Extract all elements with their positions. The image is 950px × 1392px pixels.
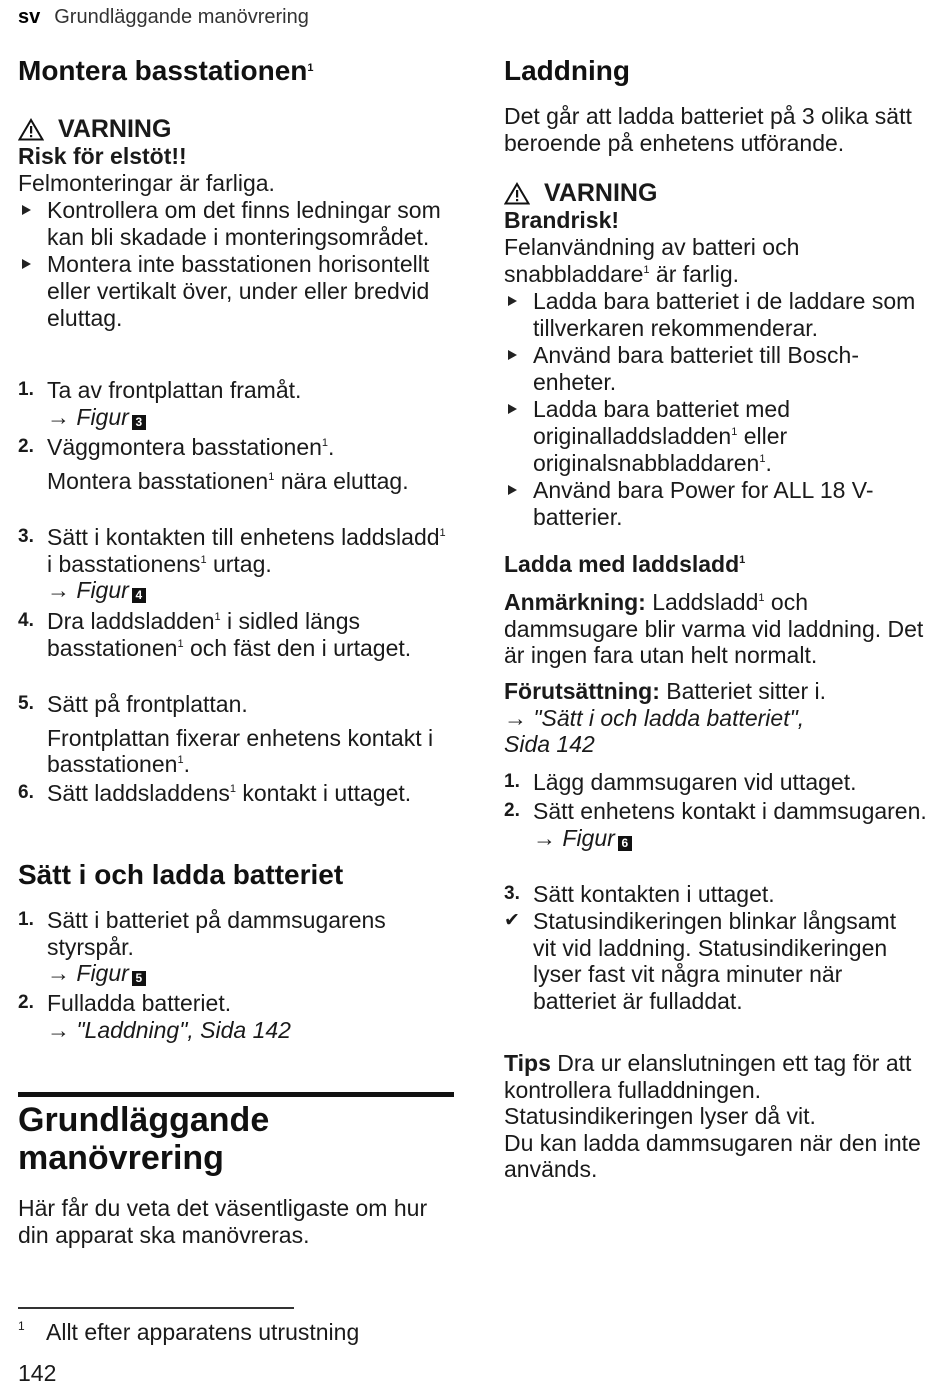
charge-intro: Det går att ladda batteriet på 3 olika sätt beroende på enhetens utförande. <box>504 103 912 156</box>
list-item: Använd bara batteriet till Bosch-enheter. <box>504 342 934 396</box>
requirement-paragraph: Förutsättning: Batteriet sitter i. → "Sätt i och ladda batteriet", Sida 142 <box>504 678 944 758</box>
figure-ref: → Figur 4 <box>47 577 448 604</box>
footnote-rule <box>18 1307 294 1309</box>
mount-step-3: 3. Sätt i kontakten till enhetens laddsladd$^1$ i basstationens$^1$ urtag. → Figur 4 <box>18 524 448 604</box>
list-item: Montera inte basstationen horisontellt eller vertikalt över, under eller bredvid eluttag. <box>18 251 448 332</box>
running-header <box>18 6 309 29</box>
figure-number-icon: 4 <box>132 588 146 603</box>
figure-ref: → Figur 3 <box>47 404 448 431</box>
page-ref: → "Sätt i och ladda batteriet", Sida 142 <box>504 704 805 757</box>
battery-step-2: 2. Fulladda batteriet. → "Laddning", Sida 142 <box>18 990 448 1043</box>
figure-number-icon: 6 <box>618 836 632 851</box>
language-code: sv <box>18 6 41 28</box>
mount-step-2: 2. Väggmontera basstationen$^1$. Montera basstationen$^1$ nära eluttag. <box>18 434 409 494</box>
checkmark-icon: ✔ <box>504 910 520 931</box>
charge-step-2: 2. Sätt enhetens kontakt i dammsugaren. → Figur 6 <box>504 798 944 851</box>
figure-number-icon: 3 <box>132 415 146 430</box>
note-paragraph: Anmärkning: Laddsladd$^1$ och dammsugare blir varma vid laddning. Det är ingen fara utan helt normalt. <box>504 589 924 668</box>
figure-number-icon: 5 <box>132 971 146 986</box>
warning-intro: Felmonteringar är farliga. <box>18 170 275 196</box>
battery-step-1: 1. Sätt i batteriet på dammsugarens styrspår. → Figur 5 <box>18 907 448 987</box>
chapter-heading: Grundläggande manövrering <box>18 1101 270 1177</box>
battery-heading: Sätt i och ladda batteriet <box>18 859 344 890</box>
list-item: Ladda bara batteriet i de laddare som tillverkaren rekommenderar. <box>504 288 934 342</box>
warning-bullets <box>18 197 448 332</box>
warning-heading: VARNING <box>504 180 934 207</box>
chapter-intro: Här får du veta det väsentligaste om hur din apparat ska manövreras. <box>18 1195 428 1248</box>
list-item: Ladda bara batteriet med originalladdsladden$^1$ eller originalsnabbladdaren$^1$. <box>504 396 934 477</box>
chapter-rule <box>18 1092 454 1097</box>
warning-risk: Risk för elstöt!! <box>18 143 187 169</box>
mount-heading: Montera basstationen$^1$ <box>18 55 314 86</box>
charge-heading: Laddning <box>504 55 630 86</box>
mount-step-6: 6. Sätt laddsladdens$^1$ kontakt i uttaget. <box>18 780 412 806</box>
mount-step-4: 4. Dra laddsladden$^1$ i sidled längs basstationen$^1$ och fäst den i urtaget. <box>18 608 412 661</box>
warning-electric-shock <box>18 116 448 332</box>
charge-result: ✔ Statusindikeringen blinkar långsamt vit vid laddning. Statusindikeringen lyser fast vit några minuter när batteriet är fulladdat. <box>504 908 897 1014</box>
list-item: Använd bara Power for ALL 18 V-batterier. <box>504 477 934 531</box>
header-section: Grundläggande manövrering <box>54 6 309 28</box>
warning-heading: VARNING <box>18 116 448 143</box>
warning-triangle-icon <box>504 182 530 205</box>
figure-ref: → Figur 5 <box>47 960 448 987</box>
footnote: 1 Allt efter apparatens utrustning <box>18 1319 360 1345</box>
charge-step-1: 1. Lägg dammsugaren vid uttaget. <box>504 769 857 795</box>
page-ref: → "Laddning", Sida 142 <box>47 1016 291 1043</box>
warning-intro: Felanvändning av batteri och snabbladdare$^1$ är farlig. <box>504 234 800 287</box>
list-item: Kontrollera om det finns ledningar som kan bli skadade i monteringsområdet. <box>18 197 448 251</box>
warning-triangle-icon <box>18 118 44 141</box>
warning-bullets <box>504 288 934 531</box>
mount-step-5: 5. Sätt på frontplattan. Frontplattan fixerar enhetens kontakt i basstationen$^1$. <box>18 691 434 777</box>
tips-paragraph: Tips Dra ur elanslutningen ett tag för att kontrollera fulladdningen. Statusindikeringen lyser då vit. Du kan ladda dammsugaren när den inte används. <box>504 1050 921 1182</box>
mount-step-1: 1. Ta av frontplattan framåt. → Figur 3 <box>18 377 448 430</box>
page-number: 142 <box>18 1360 57 1386</box>
warning-fire <box>504 180 934 531</box>
cord-heading: Ladda med laddsladd$^1$ <box>504 551 746 577</box>
warning-risk: Brandrisk! <box>504 207 620 233</box>
figure-ref: → Figur 6 <box>533 825 944 852</box>
charge-step-3: 3. Sätt kontakten i uttaget. <box>504 881 775 907</box>
